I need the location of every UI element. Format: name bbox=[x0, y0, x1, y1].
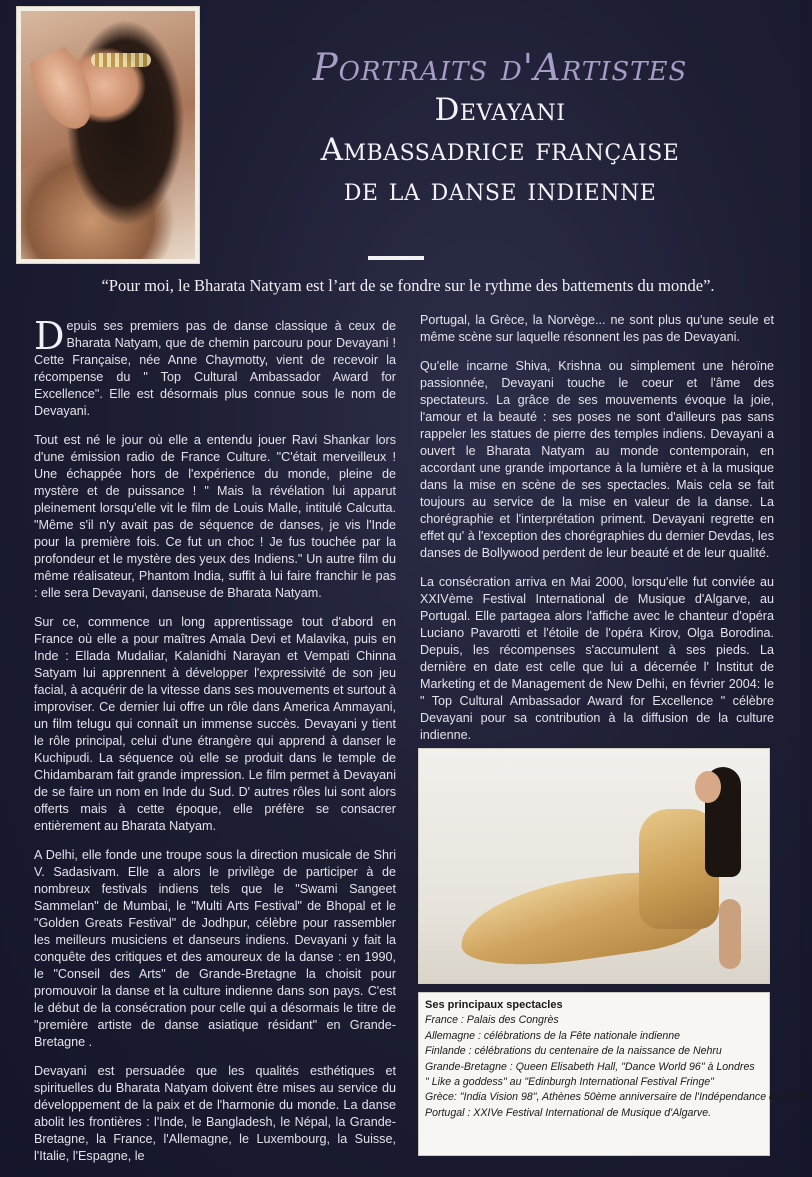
dancer-face-shape bbox=[695, 771, 721, 803]
headpiece-shape bbox=[91, 53, 151, 67]
shows-item: Finlande : célébrations du centenaire de la naissance de Nehru bbox=[425, 1045, 722, 1058]
section-kicker: Portraits d'Artistes bbox=[312, 46, 688, 89]
shows-item: Grande-Bretagne : Queen Elisabeth Hall, "Dance World 96" à Londres bbox=[425, 1060, 755, 1073]
shows-item: " Like a goddess" au "Edinburgh International Festival Fringe" bbox=[425, 1076, 714, 1089]
dancer-arm-shape bbox=[719, 899, 741, 969]
title-line-2: Ambassadrice française bbox=[320, 132, 680, 168]
shows-heading: Ses principaux spectacles bbox=[425, 999, 563, 1011]
portrait-photo-top bbox=[16, 6, 200, 264]
pull-quote: “Pour moi, le Bharata Natyam est l’art de se fondre sur le rythme des battements du monde”. bbox=[101, 276, 715, 295]
shows-box bbox=[418, 992, 812, 1156]
shows-item: France : Palais des Congrès bbox=[425, 1014, 559, 1027]
article-column-left bbox=[34, 314, 396, 1177]
paragraph: Devayani est persuadée que les qualités esthétiques et spirituelles du Bharata Natyam doivent être mises au service du développement de la paix et de l'harmonie du monde. La danse abolit les frontières : l'Inde, le Bangladesh, le Népal, la Grande-Bretagne, la France, l'Allemagne, le Luxembourg, la Suisse, l'Italie, l'Espagne, le bbox=[34, 1064, 396, 1163]
title-line-1: Devayani bbox=[434, 92, 566, 128]
paragraph: La consécration arriva en Mai 2000, lorsqu'elle fut conviée au XXIVème Festival International de Musique d'Algarve, au Portugal. Elle partagea alors l'affiche avec le chanteur d'opéra Luciano Pavarotti et l'étoile de l'opéra Kirov, Olga Borodina. Depuis, les récompenses s'accumulent à ses pieds. La dernière en date est celle que lui a décernée l' Institut de Marketing et de Management de New Delhi, en février 2004: le " Top Cultural Ambassador Award for Excellence " célèbre Devayani pour sa contribution à la diffusion de la culture indienne. bbox=[420, 575, 774, 742]
paragraph: Qu'elle incarne Shiva, Krishna ou simplement une héroïne passionnée, Devayani touche le coeur et l'âme des spectateurs. La grâce de ses mouvements évoque la joie, l'amour et la beauté : ses poses ne sont d'ailleurs pas sans rappeler les statues de pierre des temples indiens. Devayani a ouvert le Bharata Natyam au monde contemporain, en accordant une grande importance à la lumière et à la musique dans la mise en scène de ses spectacles. Mais cela se fait toujours au service de la mise en valeur de la danse. La chorégraphie et l'interprétation priment. Devayani regrette en effet qu' à l'exception des chorégraphies du dernier Devdas, les danses de Bollywood perdent de leur beauté et de leur qualité. bbox=[420, 359, 774, 560]
title-divider bbox=[368, 256, 424, 260]
paragraph: Sur ce, commence un long apprentissage tout d'abord en France où elle a pour maîtres Amala Devi et Malavika, puis en Inde : Ellada Mudaliar, Kalanidhi Narayan et Vempati Chinna Satyam lui apprennent à développer l'expressivité de son jeu facial, à acquérir de la vitesse dans ses mouvements et surtout à improviser. Ce dernier lui offre un rôle dans America Ammayani, un film telugu qui connaît un immense succès. Devayani y tient le rôle principal, celui d'une étrangère qui apprend à danser le Kuchipudi. La séquence où elle se produit dans le temple de Chidambaram fait grande impression. Le film permet à Devayani de se faire un nom en Inde du Sud. D' autres rôles lui sont alors offerts mais à cette époque, elle préfère se consacrer entièrement au Bharata Natyam. bbox=[34, 615, 396, 833]
paragraph: Depuis ses premiers pas de danse classique à ceux de Bharata Natyam, que de chemin parcouru pour Devayani ! Cette Française, née Anne Chaymotty, vient de recevoir la récompense du " Top Cultural Ambassador Award for Excellence". Elle est désormais plus connue sous le nom de Devayani. bbox=[34, 314, 396, 418]
paragraph: Tout est né le jour où elle a entendu jouer Ravi Shankar lors d'une émission radio de France Culture. "C'était merveilleux ! Une échappée hors de l'expérience du monde, pleine de mystère et de puissance ! " Mais la révélation lui apparut pleinement lorsqu'elle vit le film de Louis Malle, intitulé Calcutta. "Même s'il n'y avait pas de séquence de danses, je vis l'Inde pour la première fois. Ce fut un choc ! Je fus touchée par la profondeur et le mystère des yeux des Indiens." Un autre film du même réalisateur, Phantom India, suffit à lui faire franchir le pas : elle sera Devayani, danseuse de Bharata Natyam. bbox=[34, 433, 396, 600]
paragraph: Portugal, la Grèce, la Norvège... ne sont plus qu'une seule et même scène sur laquelle résonnent les pas de Devayani. bbox=[420, 313, 774, 344]
title-line-3: de la danse indienne bbox=[343, 172, 657, 208]
paragraph: A Delhi, elle fonde une troupe sous la direction musicale de Shri V. Sadasivam. Elle a alors le privilège de participer à de nombreux festivals indiens tels que le "Swami Sangeet Sammelan" de Mumbai, le "Multi Arts Festival" de Bhopal et le "Golden Greats Festival" de Jodhpur, célèbre pour rassembler les meilleurs musiciens et danseurs indiens. Devayani y fait la conquête des critiques et des amoureux de la danse : en 1990, le "Conseil des Arts" de Grande-Bretagne la choisit pour promouvoir la danse et la culture indienne dans son pays. C'est le début de la consécration pour celle qui a désormais le titre de "première artiste de danse asiatique résidant" en Grande-Bretagne . bbox=[34, 848, 396, 1049]
dancer-photo-bottom bbox=[418, 748, 770, 984]
drop-cap: D bbox=[34, 314, 65, 358]
shows-item: Portugal : XXIVe Festival International de Musique d'Algarve. bbox=[425, 1106, 712, 1119]
article-column-right bbox=[420, 312, 774, 756]
shows-item: Grèce: "India Vision 98", Athènes 50ème anniversaire de l'Indépendance de l'Inde. bbox=[425, 1091, 812, 1104]
shows-item: Allemagne : célébrations de la Fête nationale indienne bbox=[425, 1029, 681, 1042]
article-header bbox=[210, 46, 790, 210]
